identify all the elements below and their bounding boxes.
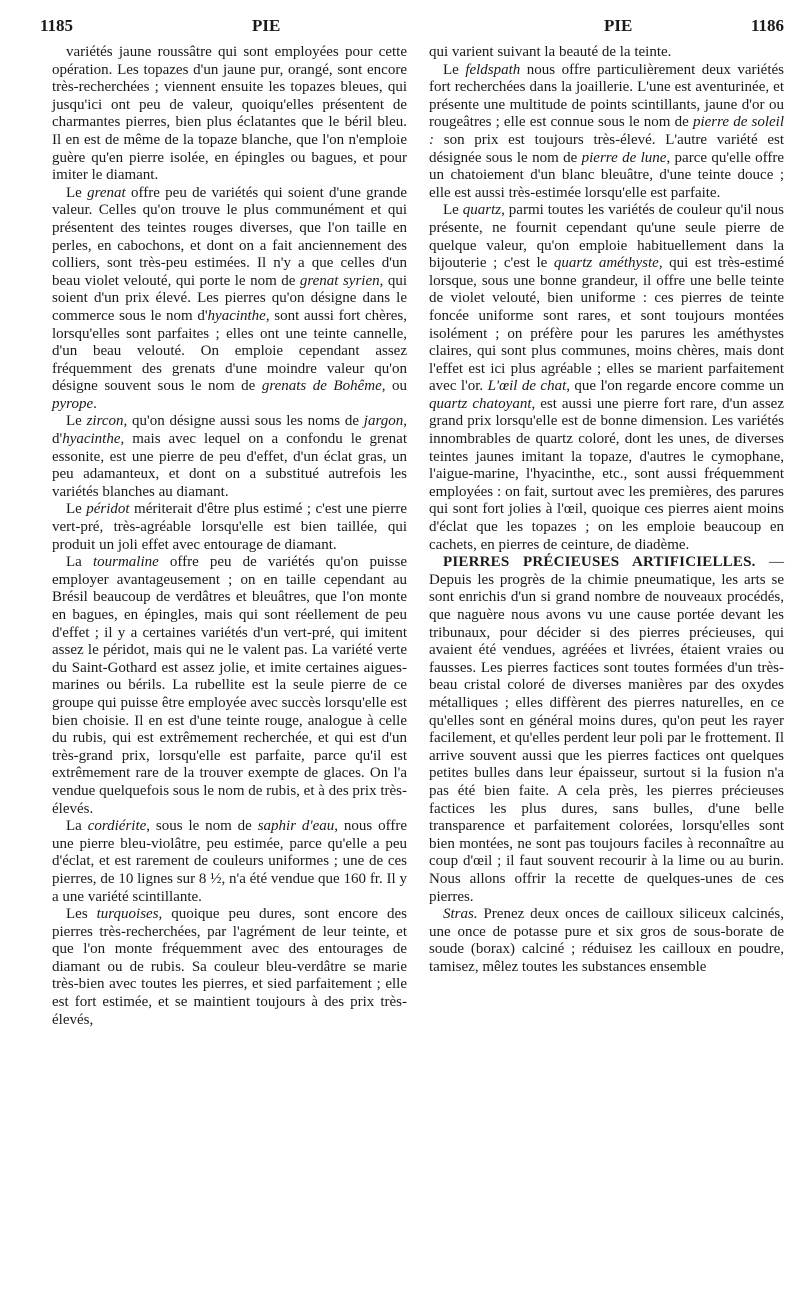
right-running-head: PIE <box>604 16 633 35</box>
paragraph: Stras. Prenez deux onces de cailloux siliceux calcinés, une once de potasse pure et six gros de sous-borate de soude (borax) calciné ; réduisez les cailloux en poudre, tamisez, mêlez toutes les substances ensemble <box>429 906 784 975</box>
text-columns <box>52 44 786 1029</box>
paragraph: Le quartz, parmi toutes les variétés de couleur qu'il nous présente, ne fournit cependant qu'une seule pierre de quelque valeur, qu'on emploie habituellement dans la bijouterie ; c'est le quartz améthyste, qui est très-estimé lorsque, sous une bonne grandeur, il offre une belle teinte de violet velouté, bien uniforme : ces pierres de teinte foncée uniforme sont rares, et sont toujours montées isolément ; on préfère pour les parures les améthystes claires, qui sont plus communes, moins chères, mais dont l'effet est ici plus agréable ; elles se marient parfaitement avec l'or. L'œil de chat, que l'on regarde encore comme un quartz chatoyant, est aussi une pierre fort rare, d'un assez grand prix lorsqu'elle est de bonne dimension. Les variétés innombrables de quartz coloré, dont les unes, de diverses teintes jaunes imitant la topaze, d'autres le cymophane, l'aigue-marine, l'hyacinthe, etc., sont aussi fréquemment employées : on fait, surtout avec les premières, des parures qui sont fort jolies à l'œil, quoique ces pierres aient moins d'éclat que les topazes ; on les emploie beaucoup en cachets, en pierres de ceinture, de diadème. <box>429 202 784 553</box>
paragraph: La tourmaline offre peu de variétés qu'on puisse employer avantageusement ; on en taille cependant au Brésil beaucoup de verdâtres et bleuâtres, que l'on monte en bagues, en épingles, mais qui sont réellement de peu d'effet ; il y a certaines variétés d'un vert-pré, qui imitent assez le péridot, mais qui ne le valent pas. La variété verte du Saint-Gothard est assez jolie, et imite certaines aigues-marines ou bérils. La rubellite est la seule pierre de ce groupe qui puisse être employée avec succès lorsqu'elle est bien choisie. Il en est d'une teinte rouge, analogue à celle du rubis, qui est extrêmement recherchée, et qui est d'un très-grand prix, lorsqu'elle est parfaite, parce qu'il est extrêmement rare de la trouver exempte de glaces. On l'a vendue quelquefois sous le nom de rubis, et à des prix très-élevés. <box>52 554 407 817</box>
paragraph: Le péridot mériterait d'être plus estimé ; c'est une pierre vert-pré, très-agréable lorsqu'elle est bien taillée, qui produit un joli effet avec entourage de diamant. <box>52 501 407 553</box>
left-running-head: PIE <box>252 16 281 35</box>
left-page-number: 1185 <box>40 16 74 35</box>
paragraph: Le grenat offre peu de variétés qui soient d'une grande valeur. Celles qu'on trouve le plus communément et qui présentent des teintes rouges diverses, que l'on taille en perles, en cabochons, et dont on a fait anciennement des colliers, sont très-peu estimées. Il n'y a que celles d'un beau violet velouté, qui porte le nom de grenat syrien, qui soient d'un prix élevé. Les pierres qu'on désigne dans le commerce sous le nom d'hyacinthe, sont aussi fort chères, lorsqu'elles sont parfaites ; elles ont une teinte cannelle, d'un beau velouté. On emploie cependant assez fréquemment des grenats d'une moindre valeur qu'on désigne souvent sous le nom de grenats de Bohême, ou pyrope. <box>52 184 408 412</box>
left-column <box>52 44 407 1029</box>
paragraph: variétés jaune roussâtre qui sont employées pour cette opération. Les topazes d'un jaune pur, orangé, sont encore très-recherchées ; viennent ensuite les topazes bleues, qui jusqu'ici ont peu de valeur, quoiqu'elles présentent de charmantes pierres, bien plus éclatantes que le béril bleu. Il en est de même de la topaze blanche, que l'on n'emploie guère qu'en pierre isolée, en épingles ou bagues, et pour imiter le diamant. <box>52 44 407 184</box>
page-header <box>40 14 786 44</box>
paragraph: Le feldspath nous offre particulièrement deux variétés fort recherchées dans la joaillerie. L'une est aventurinée, et présente une multitude de points scintillants, jaune d'or ou rougeâtres ; elle est connue sous le nom de pierre de soleil : son prix est toujours très-élevé. L'autre variété est désignée sous le nom de pierre de lune, parce qu'elle offre un chatoiement d'un blanc bleuâtre, d'une teinte douce ; elle est aussi très-estimée lorsqu'elle est parfaite. <box>429 61 784 201</box>
paragraph: qui varient suivant la beauté de la teinte. <box>429 44 672 60</box>
paragraph: La cordiérite, sous le nom de saphir d'eau, nous offre une pierre bleu-violâtre, peu estimée, parce qu'elle a peu d'éclat, et est rarement de couleurs uniformes ; une de ces pierres, de 10 lignes sur 8 ½, n'a été vendue que 160 fr. Il y a une variété scintillante. <box>52 818 407 905</box>
right-column <box>429 44 784 1029</box>
paragraph: PIERRES PRÉCIEUSES ARTIFICIELLES. — Depuis les progrès de la chimie pneumatique, les arts se sont enrichis d'un si grand nombre de nouveaux procédés, que naguère nous avons vu une cause portée devant les tribunaux, pour décider si des pierres précieuses, qui avaient été vendues, agréées et livrées, étaient vraies ou fausses. Les pierres factices sont toutes formées d'un très-beau cristal coloré de diverses manières par des oxydes métalliques ; elles diffèrent des pierres naturelles, en ce qu'elles sont en général moins dures, qu'on peut les rayer facilement, et qu'elles perdent leur poli par le frottement. Il arrive souvent aussi que les pierres factices ont quelques petites bulles dans leur épaisseur, surtout si la fusion n'a pas été bien faite. A cela près, les pierres précieuses factices les plus dures, sans bulles, d'une belle transparence et parfaitement colorées, lorsqu'elles sont bien montées, ne sont pas toujours faciles à reconnaître au coup d'œil ; il faut souvent recourir à la lime ou au burin. Nous allons offrir la recette de quelques-unes de ces pierres. <box>429 554 785 905</box>
paragraph: Les turquoises, quoique peu dures, sont encore des pierres très-recherchées, par l'agrément de leur teinte, et que l'on monte fréquemment avec des entourages de diamant ou de rubis. Sa couleur bleu-verdâtre se marie très-bien avec toutes les pierres, et sied parfaitement ; elle est fort estimée, et se maintient toujours à des prix très-élevés, <box>52 906 407 1028</box>
paragraph: Le zircon, qu'on désigne aussi sous les noms de jargon, d'hyacinthe, mais avec lequel on a confondu le grenat essonite, est une pierre de peu d'effet, d'un éclat gras, un peu adamanteux, et dont on a substitué autrefois les variétés blanches au diamant. <box>52 413 407 500</box>
right-page-number: 1186 <box>750 16 784 35</box>
